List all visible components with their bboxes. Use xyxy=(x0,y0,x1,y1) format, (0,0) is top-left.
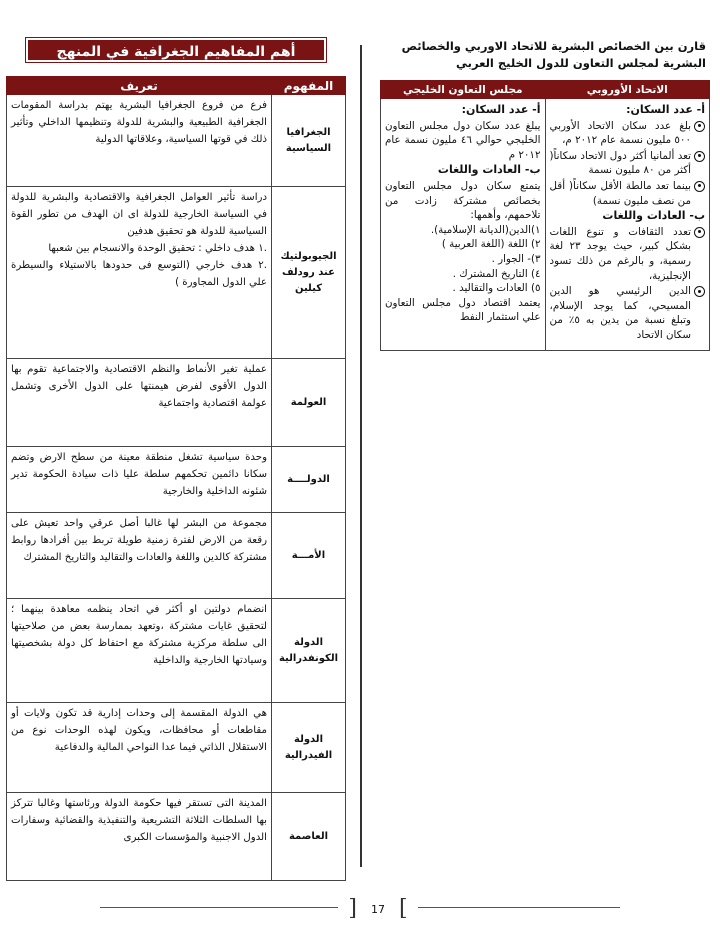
concept-term: الأمـــة xyxy=(272,513,346,599)
target-bullet-icon xyxy=(694,227,705,238)
definition-line: دراسة تأثير العوامل الجغرافية والاقتصادية والبشرية للدولة في السياسة الخارجية للدولة اى ان الهدف من تطور القوة السياسية للدولة هو تحقيق هدفين xyxy=(11,192,267,237)
concept-definition xyxy=(7,95,272,187)
concept-definition xyxy=(7,793,272,881)
left-bracket-icon: ] xyxy=(399,896,408,921)
concept-definition xyxy=(7,513,272,599)
comparison-title xyxy=(380,38,710,72)
concepts-section xyxy=(6,38,346,881)
gcc-culture-item: ٢) اللغة (اللغة العربية ) xyxy=(441,238,541,251)
gcc-culture-item: ١)الدين(الديانة الإسلامية). xyxy=(430,223,541,236)
gcc-culture-item: ٤) التاريخ المشترك . xyxy=(452,267,541,280)
eu-culture-heading: ب- العادات واللغات xyxy=(602,209,705,223)
concept-term: الدولة الكونفدرالية xyxy=(272,599,346,703)
comparison-title-line: قارن بين الخصائص البشرية للاتحاد الاوربي والخصائص البشرية xyxy=(401,39,706,70)
definition-line: .٢ هدف خارجي (التوسع فى حدودها بالاستيلاء والسيطرة علي الدول المجاورة ) xyxy=(11,260,267,288)
gcc-culture-heading: ب- العادات واللغات xyxy=(437,163,541,177)
gcc-column-header: مجلس التعاون الخليجي xyxy=(381,81,546,99)
definition-line: فرع من فروع الجغرافيا البشرية يهتم بدراسة المقومات الجغرافية الطبيعية والبشرية للدولة وتنظيمها الداخلي وتأثير ذلك في قوتها السياسية، وعلاقاتها الدولية xyxy=(11,100,267,145)
comparison-table xyxy=(380,80,710,351)
concept-definition xyxy=(7,187,272,359)
gcc-cell xyxy=(381,99,546,351)
target-bullet-icon xyxy=(694,181,705,192)
gcc-culture-item: ٥) العادات والتقاليد . xyxy=(452,282,541,295)
term-column-header: المفهوم xyxy=(272,77,346,95)
target-bullet-icon xyxy=(694,121,705,132)
table-row xyxy=(7,703,346,793)
concept-term: الجغرافيا السياسية xyxy=(272,95,346,187)
eu-population-heading: أ- عدد السكان: xyxy=(626,103,705,116)
eu-point-text: تعدد الثقافات و تنوع اللغات بشكل كبير، حيث يوجد ٢٣ لغة رسمية، و بالرغم من ذلك تسود الإنجليزية، xyxy=(549,225,691,282)
table-row xyxy=(7,447,346,513)
table-row xyxy=(7,513,346,599)
eu-point xyxy=(550,149,706,178)
page-number-box xyxy=(338,898,418,920)
eu-point-text: بلغ عدد سكان الاتحاد الأوربي ٥٠٠ مليون نسمة عام ٢٠١٢ م، xyxy=(549,119,691,147)
eu-point-text: تعد ألمانيا أكثر دول الاتحاد سكاناً( أكثر من ٨٠ مليون نسمة xyxy=(549,149,691,177)
gcc-economy-text: يعتمد اقتصاد دول مجلس التعاون علي استثمار النفط xyxy=(385,296,541,324)
definition-line: مجموعة من البشر لها غالبا أصل عرقي واحد تعيش على رقعة من الارض لفترة زمنية طويلة تربط بين أفرادها روابط مشتركة كالدين واللغة والعادات والتقاليد والتاريخ المشترك xyxy=(11,518,267,563)
comparison-section xyxy=(380,38,710,351)
eu-point xyxy=(550,284,706,342)
eu-point-text: الدين الرئيسي هو الدين المسيحي، كما يوجد الإسلام، وتبلغ نسبة من يدين به ٥٪ من سكان الاتحاد xyxy=(549,285,691,341)
gcc-population-text: يبلغ عدد سكان دول مجلس التعاون الخليجي حوالي ٤٦ مليون نسمة عام ٢٠١٢ م xyxy=(385,119,541,161)
gcc-culture-text: يتمتع سكان دول مجلس التعاون بخصائص مشتركة زادت من تلاحمهم، وأهمها: xyxy=(385,179,541,222)
eu-point xyxy=(550,119,706,148)
table-row xyxy=(7,359,346,447)
concept-term: الجيوبولتيك عند رودلف كيلين xyxy=(272,187,346,359)
concept-definition xyxy=(7,447,272,513)
definition-line: وحدة سياسية تشغل منطقة معينة من سطح الارض وتضم سكانا دائمين تحكمهم سلطة عليا ذات سيادة الحكومة تدير شئونه الداخلية والخارجية xyxy=(11,452,267,497)
definition-column-header: تعريف xyxy=(7,77,272,95)
eu-point xyxy=(550,179,706,208)
concept-term: العولمة xyxy=(272,359,346,447)
table-row xyxy=(7,187,346,359)
target-bullet-icon xyxy=(694,151,705,162)
comparison-title-line: لمجلس التعاون للدول الخليج العربي xyxy=(456,56,659,70)
concept-definition xyxy=(7,599,272,703)
right-bracket-icon: [ xyxy=(348,896,357,921)
page-number: 17 xyxy=(371,902,385,916)
definition-line: هي الدولة المقسمة إلى وحدات إدارية قد تكون ولايات أو مقاطعات أو محافظات، ويكون لهذه الوحدات نوع من الاستقلال الذاتي فيما عدا النواحي المالية والدفاعية xyxy=(11,708,267,753)
definition-line: انضمام دولتين او أكثر في اتحاد ينظمه معاهدة بينهما ؛ لتحقيق غايات مشتركة ،وتعهد بممارسة بعض من صلاحيتها الى سلطة مركزية مشتركة مع احتفاظ كل دولة بشخصيتها وسيادتها الخارجية والداخلية xyxy=(11,604,267,666)
definition-line: المدينة التى تستقر فيها حكومة الدولة ورئاستها وغالبا تتركز بها السلطات الثلاثة التشريعية والتنفيذية والقضائية وسفارات الدول الاجنبية والمؤسسات الكبرى xyxy=(11,798,267,843)
definition-line: عملية تغير الأنماط والنظم الاقتصادية والاجتماعية تقوم بها الدول الأقوى لفرض هيمنتها على الدول الأخرى وتشمل عولمة اقتصادية واجتماعية xyxy=(11,364,267,409)
eu-cell xyxy=(545,99,710,351)
definition-line: .١ هدف داخلي : تحقيق الوحدة والانسجام بين شعبها xyxy=(48,243,267,254)
concepts-banner: أهم المفاهيم الجغرافية في المنهج xyxy=(26,38,326,62)
concept-definition xyxy=(7,359,272,447)
eu-column-header: الاتحاد الأوروبي xyxy=(545,81,710,99)
eu-point-text: بينما تعد مالطة الأقل سكاناً( أقل من نصف مليون نسمة) xyxy=(549,179,691,207)
table-row xyxy=(7,599,346,703)
concepts-table xyxy=(6,76,346,881)
eu-point xyxy=(550,225,706,283)
concept-term: الدولــــة xyxy=(272,447,346,513)
gcc-population-heading: أ- عدد السكان: xyxy=(461,103,541,116)
concept-term: الدولة الفيدرالية xyxy=(272,703,346,793)
concept-definition xyxy=(7,703,272,793)
table-row xyxy=(7,793,346,881)
target-bullet-icon xyxy=(694,286,705,297)
table-row xyxy=(7,95,346,187)
concept-term: العاصمة xyxy=(272,793,346,881)
column-divider xyxy=(360,45,362,867)
gcc-culture-item: ٣)- الجوار . xyxy=(491,252,541,265)
